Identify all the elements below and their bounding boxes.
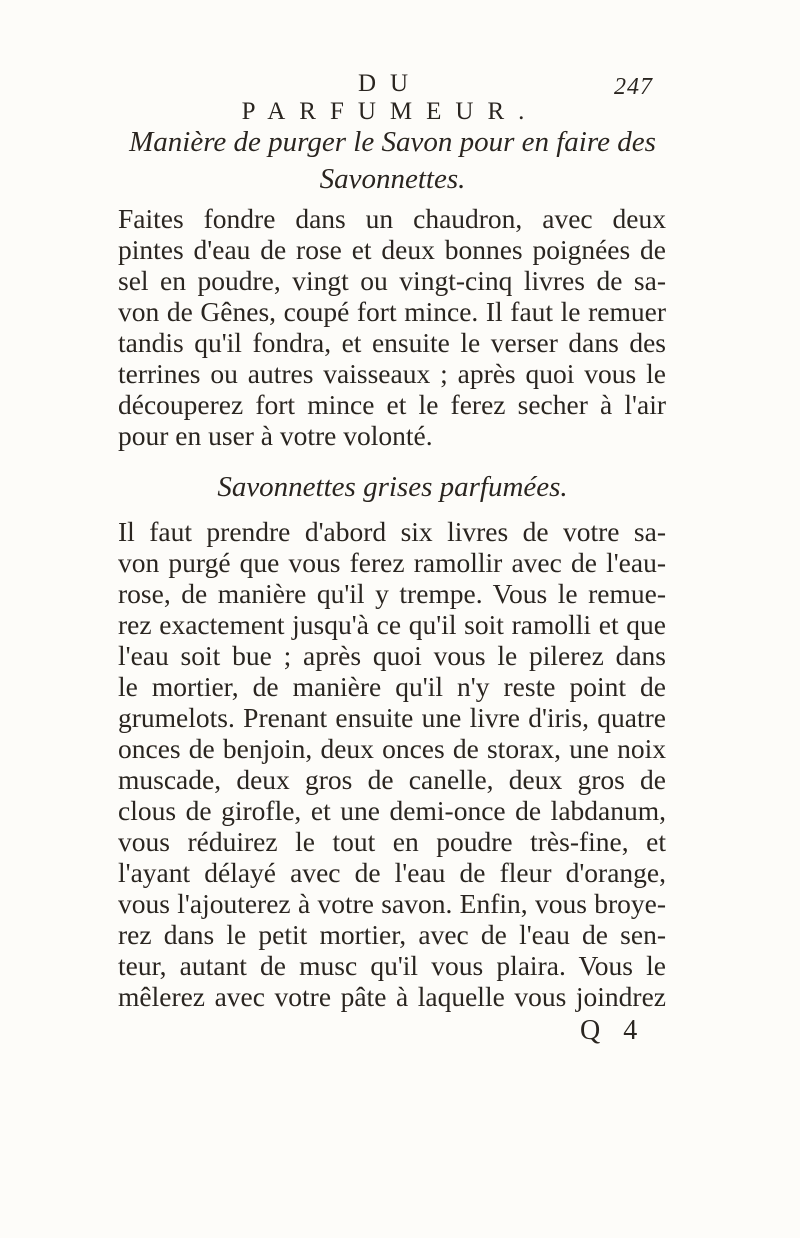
text-line: le mortier, de manière qu'il n'y reste point de	[118, 671, 666, 702]
text-line: rez dans le petit mortier, avec de l'eau de sen-	[118, 919, 666, 950]
text-line: grumelots. Prenant ensuite une livre d'iris, quatre	[118, 702, 666, 733]
signature-mark: Q 4	[580, 1015, 646, 1046]
text-line: l'ayant délayé avec de l'eau de fleur d'orange,	[118, 857, 666, 888]
text-line: Il faut prendre d'abord six livres de votre sa-	[118, 516, 666, 547]
paragraph-purger-savon	[118, 203, 666, 451]
running-head: DU PARFUMEUR.	[241, 70, 539, 125]
text-line: l'eau soit bue ; après quoi vous le pilerez dans	[118, 640, 666, 671]
text-line: sel en poudre, vingt ou vingt-cinq livres de sa-	[118, 265, 666, 296]
text-line: von de Gênes, coupé fort mince. Il faut le remuer	[118, 296, 666, 327]
section-heading-purger-savon	[115, 124, 670, 198]
text-line: vous l'ajouterez à votre savon. Enfin, vous broye-	[118, 888, 666, 919]
text-line: pour en user à votre volonté.	[118, 420, 433, 451]
text-line: clous de girofle, et une demi-once de labdanum,	[118, 795, 666, 826]
text-line: muscade, deux gros de canelle, deux gros de	[118, 764, 666, 795]
text-line: tandis qu'il fondra, et ensuite le verser dans des	[118, 327, 666, 358]
text-line: terrines ou autres vaisseaux ; après quoi vous le	[118, 358, 666, 389]
text-line: rose, de manière qu'il y trempe. Vous le remue-	[118, 578, 666, 609]
heading-line: Manière de purger le Savon pour en faire des	[129, 126, 656, 158]
text-line: teur, autant de musc qu'il vous plaira. Vous le	[118, 950, 666, 981]
text-line: rez exactement jusqu'à ce qu'il soit ramolli et que	[118, 609, 666, 640]
text-line: découperez fort mince et le ferez secher à l'air	[118, 389, 666, 420]
text-line: von purgé que vous ferez ramollir avec de l'eau-	[118, 547, 666, 578]
text-line: mêlerez avec votre pâte à laquelle vous joindrez	[118, 981, 666, 1012]
text-line: vous réduirez le tout en poudre très-fine, et	[118, 826, 666, 857]
text-line: pintes d'eau de rose et deux bonnes poignées de	[118, 234, 666, 265]
text-line: Faites fondre dans un chaudron, avec deux	[118, 203, 666, 234]
text-line: onces de benjoin, deux onces de storax, une noix	[118, 733, 666, 764]
heading-line: Savonnettes.	[319, 163, 466, 195]
section-heading-savonnettes-grises: Savonnettes grises parfumées.	[217, 471, 568, 503]
paragraph-savonnettes-grises	[118, 516, 666, 1012]
page-number: 247	[614, 74, 653, 100]
